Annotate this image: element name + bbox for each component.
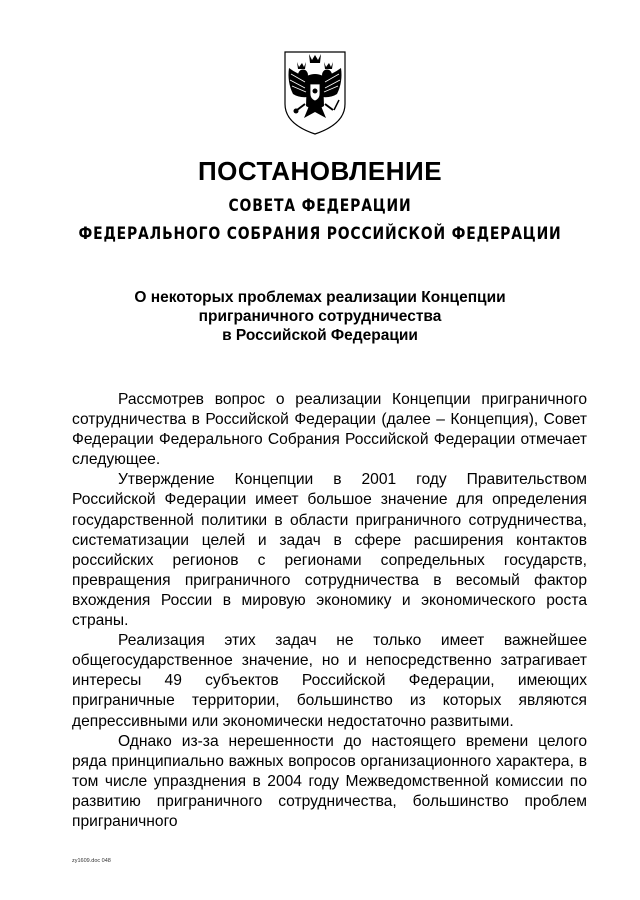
document-subtitle-line-2: ФЕДЕРАЛЬНОГО СОБРАНИЯ РОССИЙСКОЙ ФЕДЕРАЦИИ xyxy=(78,224,562,244)
subject-line-1: О некоторых проблемах реализации Концепции xyxy=(134,289,506,306)
document-subtitle-line-1: СОВЕТА ФЕДЕРАЦИИ xyxy=(228,196,412,216)
body-paragraph-2: Утверждение Концепции в 2001 году Правительством Российской Федерации имеет большое значение для определения государственной политики в области приграничного сотрудничества, систематизации целей и задач в сфере расширения контактов российских регионов с регионами сопредельных государств, превращения приграничного сотрудничества в весомый фактор вхождения России в мировую экономику и экономического роста страны. xyxy=(72,471,587,630)
document-body xyxy=(72,390,587,832)
document-title: ПОСТАНОВЛЕНИЕ xyxy=(197,156,443,186)
coat-of-arms-emblem xyxy=(279,48,351,136)
document-file-code: zy1609.doc 048 xyxy=(72,858,111,864)
body-paragraph-1: Рассмотрев вопрос о реализации Концепции приграничного сотрудничества в Российской Федерации (далее – Концепция), Совет Федерации Федерального Собрания Российской Федерации отмечает следующее. xyxy=(72,391,587,469)
body-paragraph-4: Однако из-за нерешенности до настоящего времени целого ряда принципиально важных вопросов организационного характера, в том числе упразднения в 2004 году Межведомственной комиссии по развитию приграничного сотрудничества, большинство проблем приграничного xyxy=(72,732,587,830)
document-subject xyxy=(0,288,640,345)
subject-line-2: приграничного сотрудничества xyxy=(198,308,442,325)
body-paragraph-3: Реализация этих задач не только имеет важнейшее общегосударственное значение, но и непосредственно затрагивает интересы 49 субъектов Российской Федерации, имеющих приграничные территории, большинство из которых являются депрессивными или экономически недостаточно развитыми. xyxy=(72,632,587,730)
subject-line-3: в Российской Федерации xyxy=(222,327,418,344)
